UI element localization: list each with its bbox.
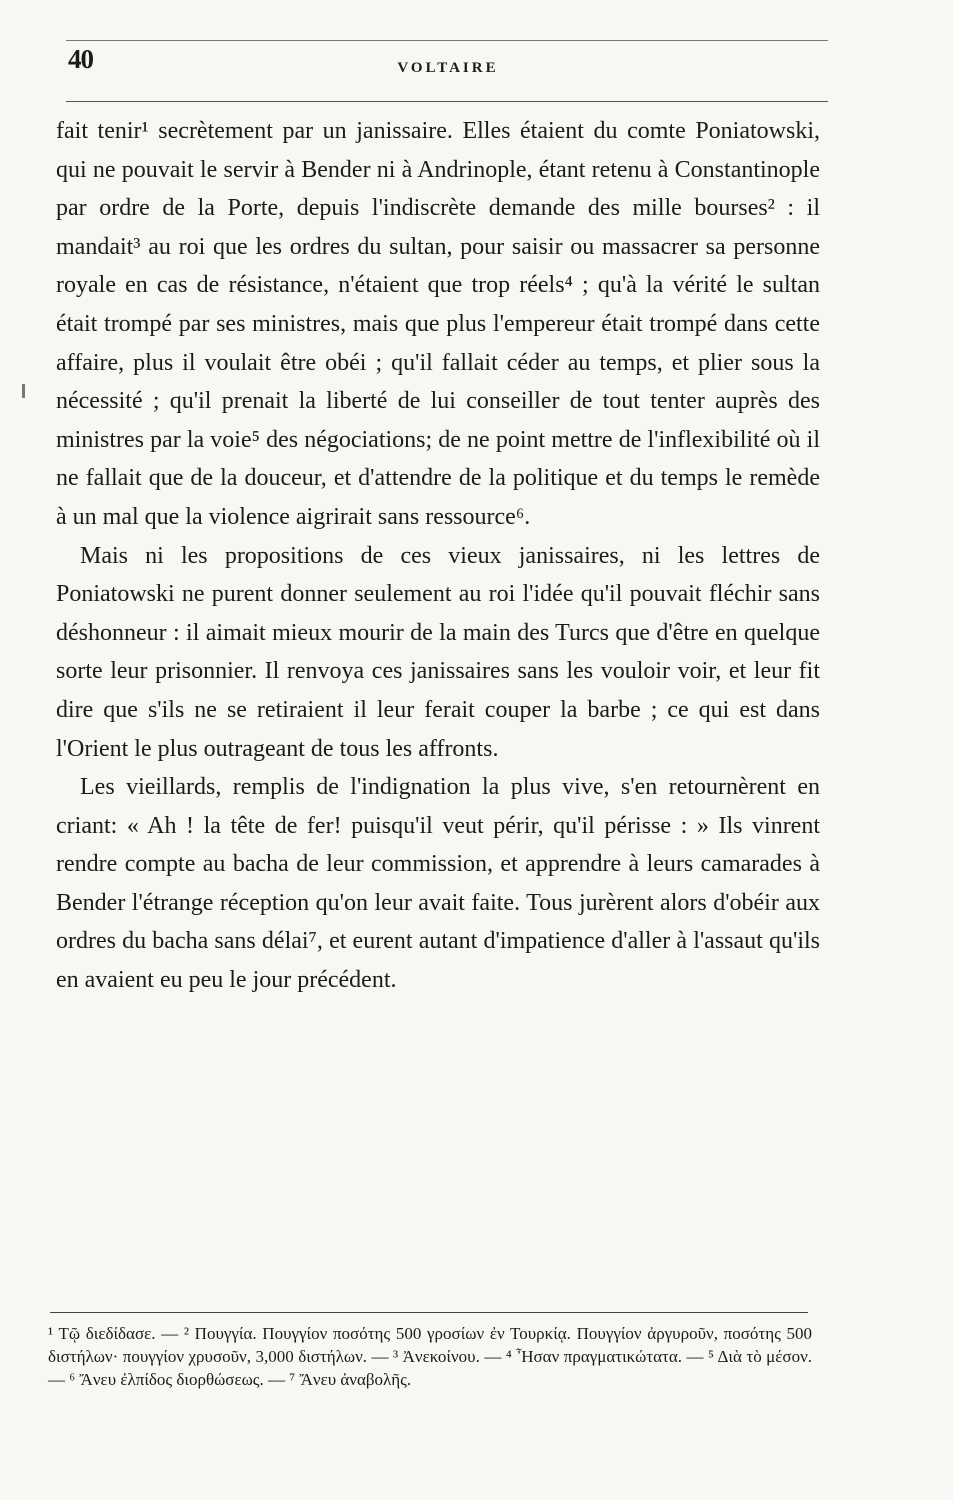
footnote-rule <box>50 1312 808 1313</box>
footnote-2: ² Πουγγία. Πουγγίον ποσότης 500 γροσίων ἐν Τουρκίᾳ. Πουγγίον ἀργυροῦν, ποσότης 500 διστήλων· πουγγίον χρυσοῦν, 3,000 διστήλων. — <box>48 1324 813 1366</box>
body-text <box>56 112 820 1000</box>
margin-mark <box>22 384 25 398</box>
top-rule <box>66 40 828 41</box>
header-rule <box>66 101 828 102</box>
page-header <box>68 44 828 84</box>
running-head: VOLTAIRE <box>397 60 499 76</box>
paragraph-1: fait tenir¹ secrètement par un janissaire. Elles étaient du comte Poniatowski, qui ne pouvait le servir à Bender ni à Andrinople, étant retenu à Constantinople par ordre de la Porte, depuis l'indiscrète demande des mille bourses² : il mandait³ au roi que les ordres du sultan, pour saisir ou massacrer sa personne royale en cas de résistance, n'étaient que trop réels⁴ ; qu'à la vérité le sultan était trompé par ses ministres, mais que plus l'empereur était trompé dans cette affaire, plus il voulait être obéi ; qu'il fallait céder au temps, et plier sous la nécessité ; qu'il prenait la liberté de lui conseiller de tout tenter auprès des ministres par la voie⁵ des négociations; de ne point mettre de l'inflexibilité où il ne fallait que de la douceur, et d'attendre de la politique et du temps le remède à un mal que la violence aigrirait sans ressource⁶. <box>56 118 820 530</box>
page-number: 40 <box>68 44 93 74</box>
footnote-3: ³ Ἀνεκοίνου. — <box>393 1347 502 1366</box>
footnote-6: — ⁶ Ἄνευ ἐλπίδος διορθώσεως. — <box>48 1370 286 1389</box>
footnote-1: ¹ Τῷ διεδίδασε. — <box>48 1324 179 1343</box>
paragraph-2: Mais ni les propositions de ces vieux janissaires, ni les lettres de Poniatowski ne purent donner seulement au roi l'idée qu'il pouvait fléchir sans déshonneur : il aimait mieux mourir de la main des Turcs que d'être en quelque sorte leur prisonnier. Il renvoya ces janissaires sans les vouloir voir, et leur fit dire que s'ils ne se retiraient il leur ferait couper la barbe ; ce qui est dans l'Orient le plus outrageant de tous les affronts. <box>56 542 820 762</box>
footnote-4: ⁴ Ἦσαν πραγματικώτατα. — <box>505 1347 704 1366</box>
footnote-7: ⁷ Ἄνευ ἀναβολῆς. <box>289 1370 412 1389</box>
footnotes <box>48 1322 812 1391</box>
paragraph-3: Les vieillards, remplis de l'indignation la plus vive, s'en retournèrent en criant: « Ah ! la tête de fer! puisqu'il veut périr, qu'il périsse : » Ils vinrent rendre compte au bacha de leur commission, et apprendre à leurs camarades à Bender l'étrange réception qu'on leur avait faite. Tous jurèrent alors d'obéir aux ordres du bacha sans délai⁷, et eurent autant d'impatience d'aller à l'assaut qu'ils en avaient eu peu le jour précédent. <box>56 774 820 994</box>
footnote-5: ⁵ Διὰ τὸ μέσον. <box>707 1347 813 1366</box>
